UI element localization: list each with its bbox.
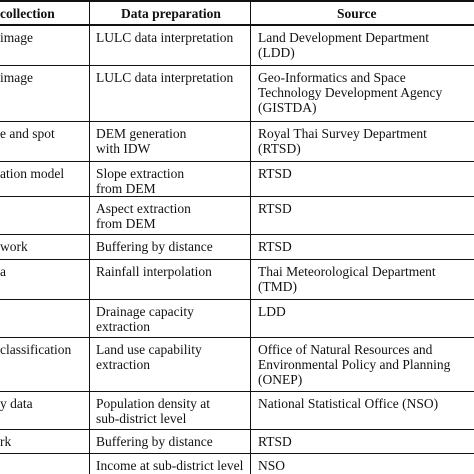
table-row xyxy=(0,162,474,197)
data-preparation-cell xyxy=(96,458,254,473)
source-cell xyxy=(258,434,468,449)
cell-text-line: y data xyxy=(0,396,33,411)
cell-text-line: image xyxy=(0,70,33,85)
cell-text-line: Environmental Policy and Planning xyxy=(258,357,451,372)
cell-text-line: Aspect extraction xyxy=(96,201,191,216)
data-collection-cell xyxy=(0,30,72,45)
data-collection-cell xyxy=(0,264,72,279)
data-collection-cell xyxy=(0,126,72,141)
cell-text-line: Thai Meteorological Department xyxy=(258,264,436,279)
cell-text-line: National Statistical Office (NSO) xyxy=(258,396,439,411)
table-row xyxy=(0,430,474,454)
cell-text-line: Rainfall interpolation xyxy=(96,264,212,279)
data-preparation-cell xyxy=(96,70,254,85)
data-preparation-cell xyxy=(96,126,254,156)
source-cell xyxy=(258,166,468,181)
source-cell xyxy=(258,30,468,60)
cell-text-line: ation model xyxy=(0,166,65,181)
data-preparation-cell xyxy=(96,304,254,334)
cell-text-line: Technology Development Agency xyxy=(258,85,443,100)
cell-text-line: RTSD xyxy=(258,239,292,254)
source-cell xyxy=(258,342,468,387)
cell-text-line: LDD xyxy=(258,304,286,319)
cell-text-line: Land use capability xyxy=(96,342,202,357)
cell-text-line: RTSD xyxy=(258,166,292,181)
cell-text-line: (LDD) xyxy=(258,45,295,60)
table-row xyxy=(0,122,474,162)
cell-text-line: from DEM xyxy=(96,216,156,231)
header-collection: collection xyxy=(0,6,55,21)
cell-text-line: LULC data interpretation xyxy=(96,70,234,85)
data-preparation-cell xyxy=(96,30,254,45)
cell-text-line: image xyxy=(0,30,33,45)
cell-text-line: Geo-Informatics and Space xyxy=(258,70,406,85)
data-collection-cell xyxy=(0,70,72,85)
cell-text-line: rk xyxy=(0,434,12,449)
cell-text-line: from DEM xyxy=(96,181,156,196)
cell-text-line: Royal Thai Survey Department xyxy=(258,126,427,141)
cell-text-line: with IDW xyxy=(96,141,151,156)
data-preparation-cell xyxy=(96,201,254,231)
table-row xyxy=(0,338,474,392)
data-collection-cell xyxy=(0,396,72,411)
cell-text-line: RTSD xyxy=(258,201,292,216)
table-row xyxy=(0,66,474,122)
table-row xyxy=(0,26,474,66)
cell-text-line: RTSD xyxy=(258,434,292,449)
table-row xyxy=(0,300,474,338)
cell-text-line: Slope extraction xyxy=(96,166,185,181)
data-preparation-cell xyxy=(96,342,254,372)
data-collection-cell xyxy=(0,342,72,357)
table-row xyxy=(0,454,474,474)
source-cell xyxy=(258,201,468,216)
cell-text-line: extraction xyxy=(96,357,150,372)
source-cell xyxy=(258,126,468,156)
data-preparation-cell xyxy=(96,264,254,279)
cell-text-line: Land Development Department xyxy=(258,30,429,45)
cell-text-line: e and spot xyxy=(0,126,55,141)
cell-text-line: Buffering by distance xyxy=(96,434,213,449)
data-preparation-cell xyxy=(96,239,254,254)
cell-text-line: extraction xyxy=(96,319,150,334)
table-top-rule xyxy=(0,0,474,2)
cell-text-line: LULC data interpretation xyxy=(96,30,234,45)
table-row xyxy=(0,235,474,260)
cell-text-line: (RTSD) xyxy=(258,141,301,156)
cell-text-line: Population density at xyxy=(96,396,210,411)
data-collection-cell xyxy=(0,166,72,181)
source-cell xyxy=(258,70,468,115)
cell-text-line: work xyxy=(0,239,28,254)
cell-text-line: Buffering by distance xyxy=(96,239,213,254)
cell-text-line: (GISTDA) xyxy=(258,100,317,115)
source-cell xyxy=(258,304,468,319)
source-cell xyxy=(258,239,468,254)
data-preparation-cell xyxy=(96,434,254,449)
source-cell xyxy=(258,396,468,411)
cell-text-line: (TMD) xyxy=(258,279,297,294)
cell-text-line: sub-district level xyxy=(96,411,187,426)
cell-text-line: Office of Natural Resources and xyxy=(258,342,433,357)
data-preparation-cell xyxy=(96,396,254,426)
data-collection-cell xyxy=(0,239,72,254)
cell-text-line: DEM generation xyxy=(96,126,187,141)
cell-text-line: a xyxy=(0,264,6,279)
cell-text-line: classification xyxy=(0,342,72,357)
table-row xyxy=(0,260,474,300)
table-row xyxy=(0,197,474,235)
data-collection-cell xyxy=(0,434,72,449)
cell-text-line: (ONEP) xyxy=(258,372,303,387)
cell-text-line: NSO xyxy=(258,458,286,473)
header-data-preparation: Data preparation xyxy=(121,6,221,21)
data-preparation-cell xyxy=(96,166,254,196)
source-cell xyxy=(258,458,468,473)
cell-text-line: Income at sub-district level xyxy=(96,458,244,473)
header-source: Source xyxy=(337,6,377,21)
cell-text-line: Drainage capacity xyxy=(96,304,194,319)
table-row xyxy=(0,392,474,430)
source-cell xyxy=(258,264,468,294)
